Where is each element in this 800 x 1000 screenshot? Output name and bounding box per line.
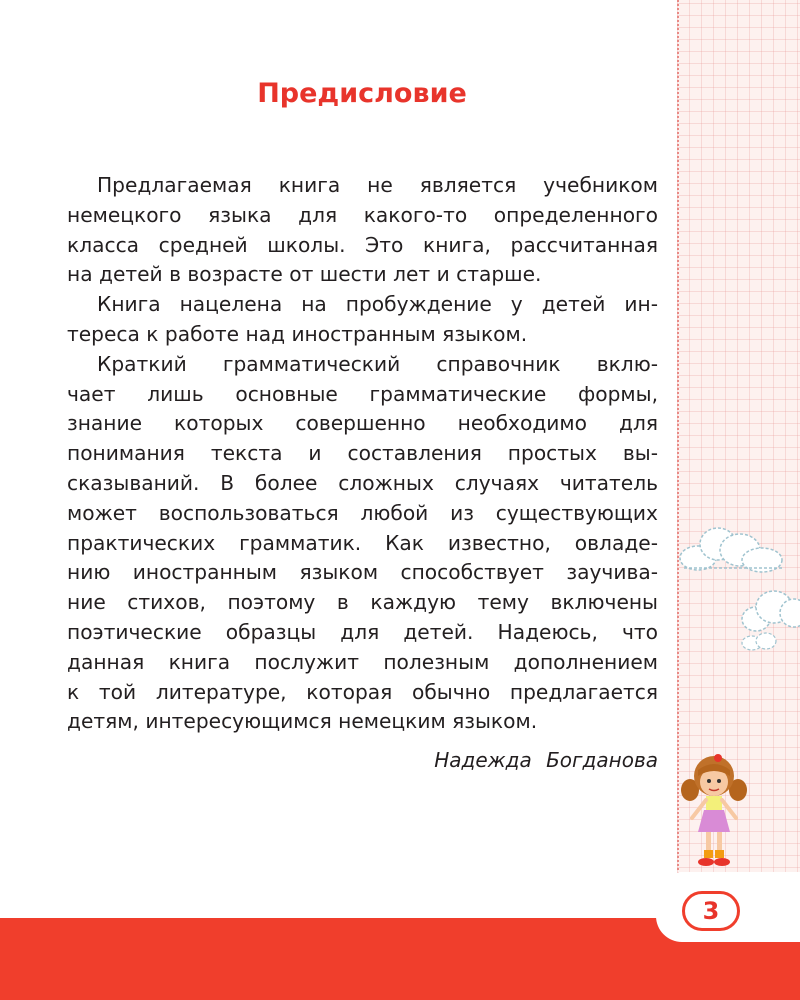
text-line: Краткий грамматический справочник вклю- — [97, 351, 658, 376]
preface-body — [67, 171, 658, 737]
cloud-icon — [678, 522, 790, 578]
text-line: нию иностранным языком способствует заучива- — [67, 560, 658, 585]
text-line: класса средней школы. Это книга, рассчитанная — [67, 232, 658, 257]
page-number: 3 — [682, 891, 740, 931]
text-line: к той литературе, которая обычно предлагается — [67, 679, 658, 704]
text-line: на детей в возрасте от шести лет и старше. — [67, 262, 542, 287]
text-line: чает лишь основные грамматические формы, — [67, 381, 658, 406]
text-line: тереса к работе над иностранным языком. — [67, 321, 528, 346]
text-line: понимания текста и составления простых вы- — [67, 441, 658, 466]
text-line: практических грамматик. Как известно, овладе- — [67, 530, 658, 555]
text-line: сказываний. В более сложных случаях читатель — [67, 470, 658, 495]
text-line: может воспользоваться любой из существующих — [67, 500, 658, 525]
girl-icon — [678, 752, 750, 870]
text-line: Предлагаемая книга не является учебником — [97, 173, 658, 197]
page-title: Предисловие — [257, 78, 467, 109]
author-signature: Надежда Богданова — [434, 748, 658, 772]
text-line: детям, интересующимся немецким языком. — [67, 709, 538, 734]
text-line: немецкого языка для какого-то определенного — [67, 202, 658, 227]
text-line: поэтические образцы для детей. Надеюсь, что — [67, 619, 658, 644]
text-line: знание которых совершенно необходимо для — [67, 411, 658, 436]
text-line: ние стихов, поэтому в каждую тему включены — [67, 590, 658, 615]
text-line: Книга нацелена на пробуждение у детей ин- — [97, 292, 658, 317]
text-line: данная книга послужит полезным дополнением — [67, 649, 658, 674]
cloud-icon — [738, 583, 800, 655]
